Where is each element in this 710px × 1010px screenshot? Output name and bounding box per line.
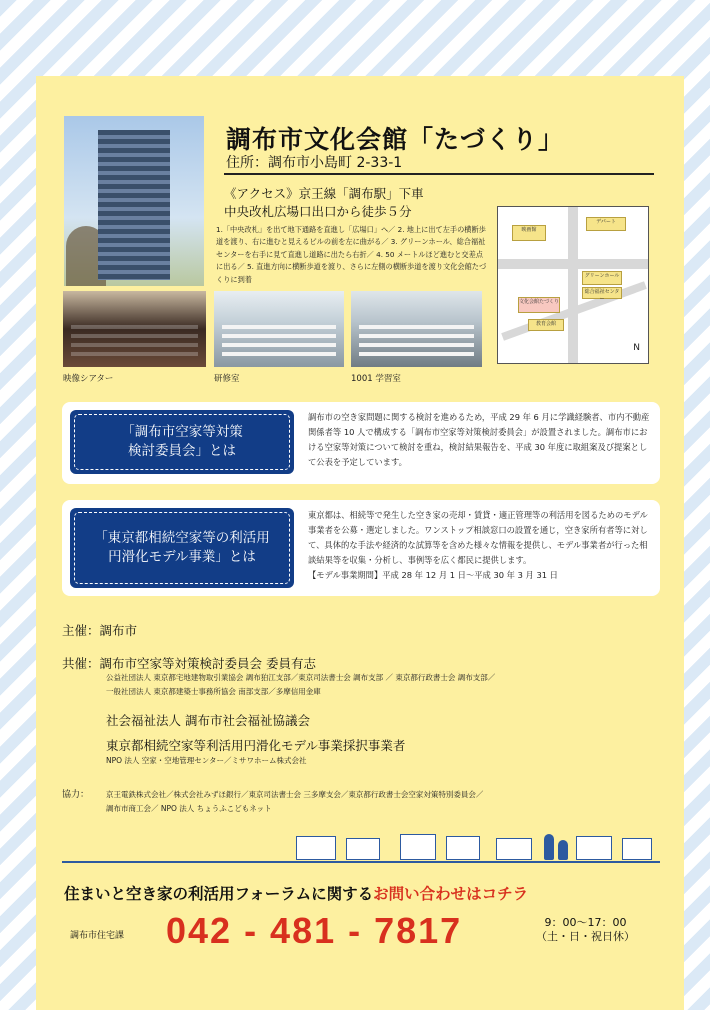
contact-heading-accent: お問い合わせはコチラ (373, 885, 529, 903)
co-host-line-3-members: NPO 法人 空家・空地管理センター／ミサワホーム株式会社 (106, 756, 307, 765)
committee-badge-label: 「調布市空家等対策 検討委員会」とは (121, 424, 243, 459)
map-label: 教育会館 (528, 319, 564, 331)
co-host-line: 共催：調布市空家等対策検討委員会 委員有志 (62, 656, 316, 671)
contact-phone[interactable]: 042 - 481 - 7817 (166, 910, 463, 951)
map-label: グリーンホール (582, 271, 622, 285)
houses-illustration (296, 822, 656, 860)
contact-hours-closed: （土・日・祝日休） (536, 930, 635, 943)
access-line-1: 《アクセス》京王線「調布駅」下車 (224, 186, 424, 201)
model-project-badge-label: 「東京都相続空家等の利活用 円滑化モデル事業」とは (94, 530, 270, 565)
access-line-2: 中央改札広場口出口から徒歩５分 (224, 204, 412, 219)
caption-training-room: 研修室 (214, 374, 240, 384)
venue-title: 調布市文化会館「たづくり」 (226, 125, 565, 154)
caption-theater: 映像シアター (63, 374, 114, 384)
theater-photo (63, 291, 206, 367)
title-divider (224, 173, 654, 175)
committee-description: 調布市の空き家問題に関する検討を進めるため，平成 29 年 6 月に学識経験者、市内不動産関係者等 10 人で構成する「調布市空家等対策検討委員会」が設置されました。調布市における空家等対策について検討を重ね，検討結果報告を、平成 30 年度に取組案及び提案として公表を予定しています。 (308, 412, 650, 467)
committee-badge (70, 410, 294, 474)
contact-department: 調布市住宅課 (70, 931, 125, 941)
model-project-info-box (62, 500, 660, 596)
support-line-1: 京王電鉄株式会社／株式会社みずほ銀行／東京司法書士会 三多摩支会／東京都行政書士会空家対策特別委員会／ (106, 790, 484, 799)
co-host-members-2: 一般社団法人 東京都建築士事務所協会 南部支部／多摩信用金庫 (106, 687, 321, 696)
contact-heading (64, 882, 528, 904)
map-label: 総合福祉センター (582, 287, 622, 299)
committee-info-box (62, 402, 660, 484)
ground-line (62, 861, 660, 863)
map-label: デパート (586, 217, 626, 231)
map-label: 文化会館たづくり (518, 297, 560, 313)
contact-hours-time: 9：00〜17：00 (544, 916, 627, 929)
support-line-2: 調布市商工会／ NPO 法人 ちょうふこどもネット (106, 804, 272, 813)
building-photo (64, 116, 204, 286)
venue-address: 住所：調布市小島町 2-33-1 (226, 155, 403, 171)
co-host-line-3: 東京都相続空家等利活用円滑化モデル事業採択事業者 (106, 738, 406, 753)
caption-study-room: 1001 学習室 (351, 374, 401, 384)
map-label: 映画館 (512, 225, 546, 241)
model-project-text: 東京都は、相続等で発生した空き家の売却・賃貸・適正管理等の利活用を図るためのモデル事業者を公募・選定しました。ワンストップ相談窓口の設置を通じ，空き家所有者等に対して、具体的な手法や経済的な試算等を含めた様々な情報を提供し、モデル事業者が行った相談結果等を収集・分析し、事例等を広く都民に提供します。 (308, 510, 648, 565)
support-label: 協力： (62, 790, 90, 800)
model-project-period: 【モデル事業期間】平成 28 年 12 月 1 日〜平成 30 年 3 月 31 日 (308, 570, 558, 580)
access-map (497, 206, 649, 364)
training-room-photo (214, 291, 344, 367)
model-project-badge (70, 508, 294, 588)
study-room-photo (351, 291, 482, 367)
directions-text: 1.「中央改札」を出て地下通路を直進し「広場口」へ／ 2. 地上に出て左手の横断歩道を渡り、右に進むと見えるビルの前を左に曲がる／ 3. グリーンホール、総合福祉センターを右手に見て直進し道路に出たら右折／ 4. 50 メートルほど進むと交差点に出る／ 5. 直進方向に横断歩道を渡り、さらに左側の横断歩道を渡り文化会館たづくりに到着 (216, 225, 487, 284)
co-host-members-1: 公益社団法人 東京都宅地建物取引業協会 調布狛江支部／東京司法書士会 調布支部 ／ 東京都行政書士会 調布支部／ (106, 673, 496, 682)
north-indicator: N (633, 343, 640, 353)
contact-heading-main: 住まいと空き家の利活用フォーラムに関する (64, 885, 374, 903)
host-line: 主催：調布市 (62, 623, 138, 638)
flyer-sheet (36, 76, 684, 1010)
contact-hours (536, 916, 635, 944)
model-project-description (308, 508, 654, 583)
co-host-line-2: 社会福祉法人 調布市社会福祉協議会 (106, 713, 310, 728)
